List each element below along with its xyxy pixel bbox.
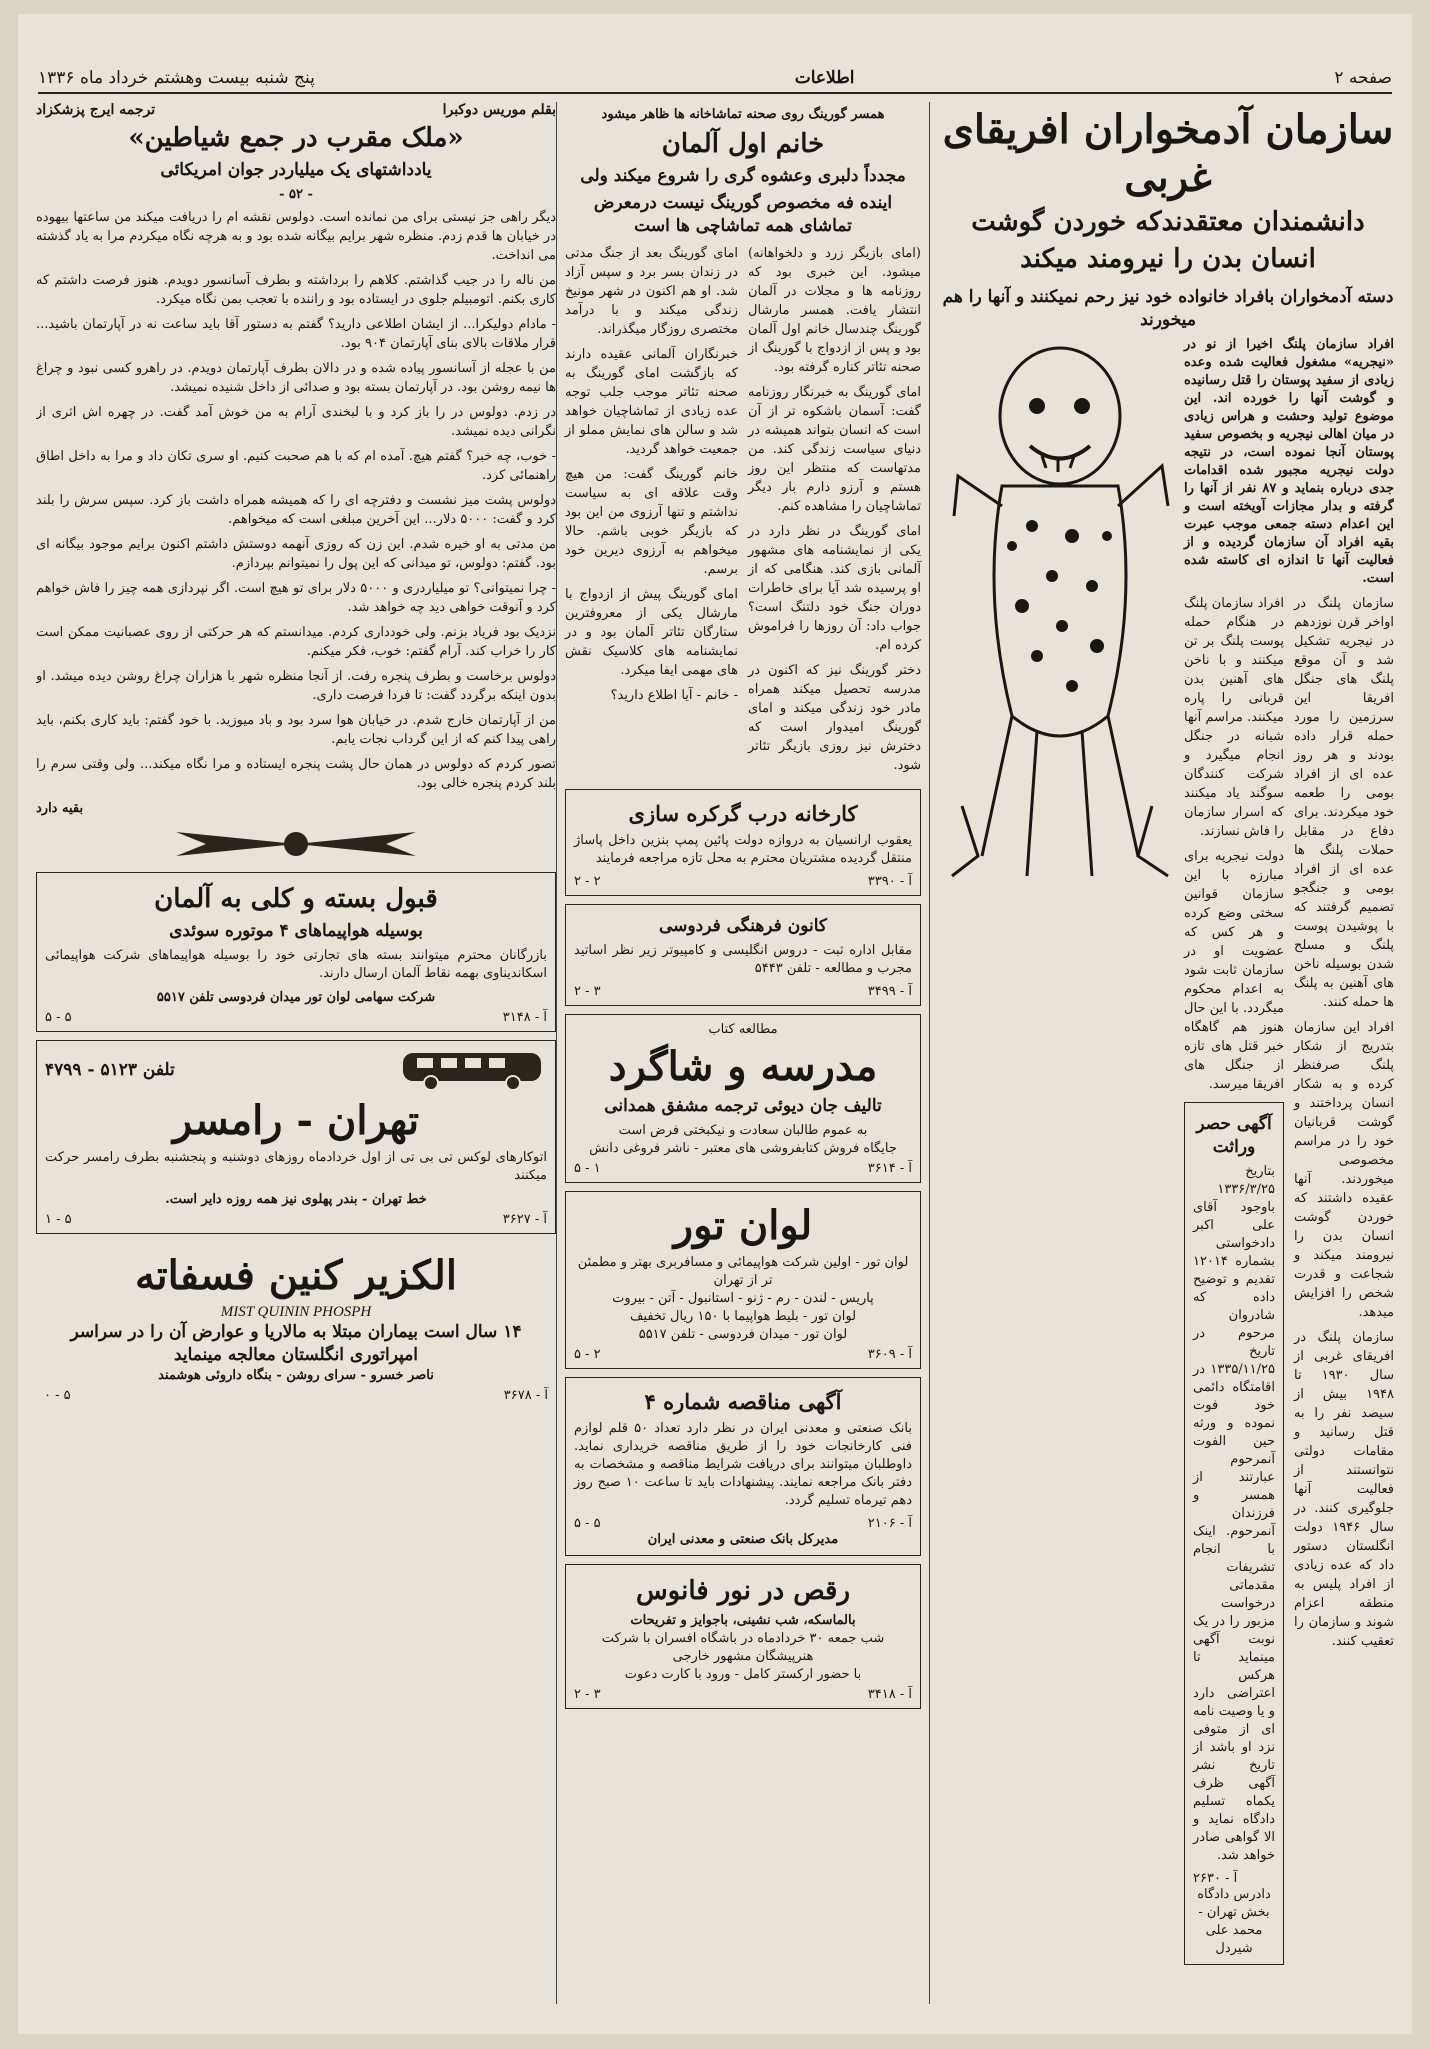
ad-book bbox=[565, 1014, 921, 1183]
ad-tender-title: آگهی مناقصه شماره ۴ bbox=[644, 1389, 842, 1414]
ad-shutter-title: کارخانه درب گرکره سازی bbox=[628, 801, 858, 826]
main-article bbox=[942, 102, 1394, 2004]
ad-parcel-text2: شرکت سهامی لوان تور میدان فردوسی تلفن ۵۵۱۷ bbox=[156, 990, 436, 1005]
ad-quinine-title: الکزیر کنین فسفاته bbox=[135, 1252, 457, 1299]
ad-bus-num: ۱ - ۵ bbox=[45, 1212, 72, 1227]
page-number: صفحه ۲ bbox=[1334, 68, 1392, 88]
ad-shutter-text: یعقوب ارانسیان به دروازه دولت پائین پمپ بنزین داخل پاساژ منتقل گردیده مشتریان محترم به محل تازه مراجعه فرمایند bbox=[574, 833, 912, 866]
leopard-man-illustration bbox=[942, 336, 1178, 896]
ad-lantern-text3: با حضور ارکستر کامل - ورود با کارت دعوت bbox=[624, 1667, 862, 1682]
main-body-3: سازمان پلنگ در افریقای غربی از سال ۱۹۳۰ تا ۱۹۴۸ بیش از سیصد نفر را به قتل رسانید و مقامات دولتی نتوانستند از فعالیت آنها جلوگیری کنند. در سال ۱۹۴۶ دولت انگلستان دستور داد که عده زیادی از افراد پلیس به منطقه اعزام شوند و سازمان را تعقیب کنند. bbox=[1294, 1330, 1394, 1649]
goring-kicker: همسر گورینگ روی صحنه تماشاخانه ها ظاهر میشود bbox=[601, 107, 885, 122]
ad-tender-code: آ - ۲۱۰۶ bbox=[867, 1516, 912, 1531]
ad-bus-ramsar bbox=[36, 1040, 556, 1234]
main-body-4: افراد سازمان پلنگ در هنگام حمله پوست پلنگ بر تن میکنند و با ناخن های آهنین بدن قربانی را پاره میکنند. مراسم آنها شبانه در جنگل انجام میگیرد و شرکت کنندگان سوگند یاد میکنند که اسرار سازمان را فاش نسازند. bbox=[1184, 596, 1284, 839]
ad-bus-title: تهران - رامسر bbox=[172, 1097, 420, 1144]
ad-parcel-sub: بوسیله هواپیماهای ۴ موتوره سوئدی bbox=[169, 921, 423, 941]
ad-tender-text: بانک صنعتی و معدنی ایران در نظر دارد تعداد ۵۰ قلم لوازم فنی کارخانجات خود را از طریق مناقصه خریداری نماید. داوطلبان میتوانند برای دریافت شرایط مناقصه و مشخصات به دفتر بانک مراجعه نمایند. پیشنهادات باید تا ساعت ۱۰ صبح روز دهم تیرماه تسلیم گردد. bbox=[574, 1421, 912, 1508]
main-lead: افراد سازمان پلنگ اخیرا از نو در «نیجریه» مشغول فعالیت شده وعده زیادی از سفید پوستان را قتل رسانیده و گوشت آنها را خورده اند. این موضوع تولید وحشت و هراس زیادی در میان اهالی نیجریه و بخصوص سفید پوستان آنجا نموده است، در نتیجه دولت نیجریه مجبور شده اقدامات جدی درباره بنماید و ۸۷ نفر از آنها را گرفته و بدار مجازات آویخته است و این اعدام دسته جمعی موجب عبرت بقیه افراد آن سازمان گردیده و از فعالیت آنها تا اندازه ای کاسته شده است. bbox=[1184, 337, 1394, 586]
masthead bbox=[38, 64, 1392, 94]
bus-icon bbox=[397, 1047, 547, 1093]
main-body-2: افراد این سازمان بتدریج از شکار پلنگ صرفنظر کرده و به شکار انسان پرداختند و گوشت قربانیان خود را در مراسم مخصوصی میخوردند. آنها عقیده داشتند که خوردن گوشت انسان بدن را نیرومند میکند و شجاعت و قدرت شخص را افزایش میدهد. bbox=[1294, 1020, 1394, 1320]
main-body bbox=[1184, 594, 1394, 1973]
serial-author: بقلم موریس دوکبرا bbox=[442, 102, 556, 118]
inheritance-notice-text: بتاریخ ۱۳۳۶/۳/۲۵ باوجود آقای علی اکبر دادخواستی بشماره ۱۲۰۱۴ تقدیم و توضیح داده که شادروان مرحوم در تاریخ ۱۳۳۵/۱۱/۲۵ در اقامتگاه دائمی خود فوت نموده و ورثه حین الفوت آنمرحوم عبارتند از همسر و فرزندان آنمرحوم. اینک با انجام تشریفات مقدماتی درخواست مزبور را در یک نوبت آگهی مینماید تا هرکس اعتراضی دارد و یا وصیت نامه ای از متوفی نزد او باشد از تاریخ نشر آگهی ظرف یکماه تسلیم دادگاه نماید و الا گواهی صادر خواهد شد. bbox=[1193, 1164, 1275, 1863]
airline-wings-icon bbox=[36, 824, 556, 864]
serial-p10: نزدیک بود فریاد بزنم. ولی خودداری کردم. میدانستم که هر حرکتی از روی عصبانیت ممکن است کار را خراب کند. آرام گفتم: خوب، فکر میکنم. bbox=[36, 625, 556, 659]
ad-lantern-num: ۲ - ۳ bbox=[574, 1687, 601, 1702]
inheritance-notice bbox=[1184, 1102, 1284, 1965]
serial-p3: - مادام دولیکرا... از ایشان اطلاعی دارید؟ گفتم به دستور آقا باید ساعت نه در آپارتمان باشید... قرار ملاقات بالای بنای آپارتمان ۹۰۴ بود. bbox=[36, 317, 556, 351]
goring-deck-1: مجدداً دلبری وعشوه گری را شروع میکند ولی bbox=[580, 166, 906, 186]
ad-bus-phone: تلفن ۵۱۲۳ - ۴۷۹۹ bbox=[45, 1059, 175, 1080]
ad-lantern-code: آ - ۳۴۱۸ bbox=[867, 1687, 912, 1702]
ad-book-code: آ - ۳۶۱۴ bbox=[867, 1161, 912, 1176]
goring-body bbox=[565, 244, 921, 781]
ad-levan-tour bbox=[565, 1191, 921, 1369]
ad-quinine-latin: MIST QUININ PHOSPH bbox=[220, 1304, 372, 1320]
ad-ferdowsi-title: کانون فرهنگی فردوسی bbox=[659, 916, 827, 936]
serial-p5: در زدم. دولوس در را باز کرد و با لبخندی آرام به من خوش آمد گفت. در چهره اش اثری از نگرانی دیده نمیشد. bbox=[36, 405, 556, 439]
serial-p11: دولوس برخاست و بطرف پنجره رفت. از آنجا منظره شهر با هزاران چراغ روشن دیده میشد. او بدون اینکه برگردد گفت: تا فردا فرصت داری. bbox=[36, 669, 556, 703]
ad-ferdowsi-num: ۲ - ۳ bbox=[574, 984, 601, 999]
serial-episode: - ۵۲ - bbox=[279, 187, 313, 202]
goring-p4: دختر گورینگ نیز که اکنون در مدرسه تحصیل میکند همراه مادر خود زندگی میکند و امای گورینگ امیدوار است که دخترش نیز روزی بازیگر تئاتر شود. bbox=[748, 663, 921, 773]
ad-quinine-text2: ناصر خسرو - سرای روشن - بنگاه داروئی هوشمند bbox=[158, 1368, 434, 1383]
main-subtitle-2: انسان بدن را نیرومند میکند bbox=[1020, 244, 1316, 274]
ad-quinine-code: آ - ۳۶۷۸ bbox=[503, 1388, 548, 1403]
ad-quinine bbox=[36, 1242, 556, 1409]
issue-date: پنج شنبه بیست وهشتم خرداد ماه ۱۳۳۶ bbox=[38, 68, 315, 88]
ad-shutter-code: آ - ۳۳۹۰ bbox=[867, 874, 912, 889]
serial-p7: دولوس پشت میز نشست و دفترچه ای را که همیشه همراه داشت باز کرد. سپس سرش را بلند کرد و گفت: ۵۰۰۰ دلار... این آخرین مبلغی است که میخواهم. bbox=[36, 493, 556, 527]
main-body-5: دولت نیجریه برای مبارزه با این سازمان قوانین سختی وضع کرده و هر کس که عضویت او در سازمان ثابت شود به اعدام محکوم میگردد. با این حال هنوز هم گاهگاه خبر قتل های تازه از جنگل های افریقا میرسد. bbox=[1184, 849, 1284, 1092]
ad-levan-text: لوان تور - اولین شرکت هواپیمائی و مسافربری بهتر و مطمئن تر از تهران bbox=[577, 1255, 909, 1288]
ad-book-text3: جایگاه فروش کتابفروشی های معتبر - ناشر فروغی دانش bbox=[589, 1141, 897, 1156]
goring-p2: امای گورینگ به خبرنگار روزنامه گفت: آسمان باشکوه تر از آن است که انسان بتواند همیشه در دنیای سیاست زندگی کند. من مدتهاست که منتظر این روز هستم و آرزو دارم بار دیگر تماشاچیان را مشاهده کنم. bbox=[748, 385, 921, 514]
ad-parcel-title: قبول بسته و کلی به آلمان bbox=[154, 884, 438, 914]
goring-p3: امای گورینگ در نظر دارد در یکی از نمایشنامه های مشهور آلمانی بازی کند. هنگامی که از او پرسیده شد آیا برای خاطرات دوران جنگ خود دلتنگ است؟ جواب داد: آن روزها را فراموش کرده ام. bbox=[748, 524, 921, 653]
serial-translator: ترجمه ایرج پزشکزاد bbox=[36, 102, 156, 118]
ad-levan-text2: پاریس - لندن - رم - ژنو - استانبول - آتن - بیروت bbox=[612, 1291, 874, 1306]
newspaper-page bbox=[18, 14, 1412, 2034]
serial-continued: بقیه دارد bbox=[36, 801, 84, 816]
ad-shutter-num: ۲ - ۲ bbox=[574, 874, 601, 889]
ad-levan-num: ۵ - ۲ bbox=[574, 1347, 601, 1362]
inheritance-notice-office: دادرس دادگاه بخش تهران - محمد علی شیردل bbox=[1197, 1887, 1271, 1956]
ad-book-title: مدرسه و شاگرد bbox=[608, 1043, 878, 1090]
goring-signature: - خانم - آیا اطلاع دارید؟ bbox=[610, 688, 738, 703]
serial-p2: من ناله را در جیب گذاشتم. کلاهم را برداشته و بطرف آسانسور دویدم. هنوز فرصت داشتم که کاری بکنم. اتومبیلم جلوی در ایستاده بود و راننده با تعجب بمن نگاه میکرد. bbox=[36, 273, 556, 307]
serial-p12: من از آپارتمان خارج شدم. در خیابان هوا سرد بود و باد میوزید. با خود گفتم: باید کاری بکنم، باید راهی پیدا کنم که از این گرداب نجات یابم. bbox=[36, 713, 556, 747]
paper-name: اطلاعات bbox=[794, 68, 855, 88]
inheritance-notice-code: آ - ۲۶۳۰ bbox=[1193, 1871, 1238, 1886]
ad-levan-text4: لوان تور - میدان فردوسی - تلفن ۵۵۱۷ bbox=[638, 1327, 848, 1342]
ad-quinine-text: ۱۴ سال است بیماران مبتلا به مالاریا و عوارض آن را در سراسر امپراتوری انگلستان معالجه مینماید bbox=[70, 1322, 522, 1365]
ad-parcel-text: بازرگانان محترم میتوانند بسته های تجارتی خود را بوسیله هواپیماهای شرکت هواپیمائی اسکاندیناوی بهمه نقاط آلمان ارسال دارند. bbox=[45, 948, 547, 981]
main-headline: سازمان آدمخواران افریقای غربی bbox=[942, 106, 1394, 201]
serial-subtitle: یادداشتهای یک میلیاردر جوان امریکائی bbox=[160, 160, 432, 180]
goring-p8: امای گورینگ پیش از ازدواج با مارشال یکی از معروفترین ستارگان تئاتر آلمان بود و در نمایشنامه های کلاسیک نقش های مهمی ایفا میکرد. bbox=[565, 587, 738, 678]
ad-parcel-germany bbox=[36, 872, 556, 1032]
goring-p5: امای گورینگ بعد از جنگ مدتی در زندان بسر برد و سپس آزاد شد. او هم اکنون در شهر مونیخ زندگی میکند و با درآمد مختصری روزگار میگذراند. bbox=[565, 246, 738, 337]
ad-book-num: ۵ - ۱ bbox=[574, 1161, 601, 1176]
goring-headline: خانم اول آلمان bbox=[661, 129, 825, 159]
serial-p8: من مدتی به او خیره شدم. این زن که روزی آنهمه دوستش داشتم اکنون برایم موجود بیگانه ای بود. گفتم: دولوس، تو میدانی که این پول را نمیتوانم بپردازم. bbox=[36, 537, 556, 571]
ad-ferdowsi-center bbox=[565, 904, 921, 1006]
ad-lantern-text: بالماسکه، شب نشینی، باجوایز و تفریحات bbox=[630, 1613, 856, 1628]
ad-levan-title: لوان تور bbox=[673, 1202, 813, 1249]
ad-levan-code: آ - ۳۶۰۹ bbox=[867, 1347, 912, 1362]
ad-book-kicker: مطالعه کتاب bbox=[708, 1022, 778, 1037]
ad-levan-text3: لوان تور - بلیط هواپیما با ۱۵۰ ریال تخفیف bbox=[629, 1309, 857, 1324]
goring-deck-2: اینده فه مخصوص گورینگ نیست درمعرض تماشای همه تماشاچی ها است bbox=[593, 193, 893, 236]
ad-quinine-num: ۰ - ۵ bbox=[44, 1388, 71, 1403]
ad-book-author: تالیف جان دیوئی ترجمه مشفق همدانی bbox=[604, 1096, 882, 1116]
ad-tender bbox=[565, 1377, 921, 1556]
ad-parcel-num: ۵ - ۵ bbox=[45, 1010, 72, 1025]
left-column bbox=[36, 102, 556, 2004]
ad-parcel-code: آ - ۳۱۴۸ bbox=[502, 1010, 547, 1025]
main-subtitle-1: دانشمندان معتقدندکه خوردن گوشت bbox=[971, 207, 1365, 237]
middle-column bbox=[556, 102, 930, 2004]
ad-bus-code: آ - ۳۶۲۷ bbox=[502, 1212, 547, 1227]
ad-bus-text: اتوکارهای لوکس تی بی تی از اول خردادماه روزهای دوشنبه و پنجشنبه بطرف رامسر حرکت میکنند bbox=[45, 1150, 547, 1183]
ad-shutter-factory bbox=[565, 789, 921, 896]
ad-lantern-title: رقص در نور فانوس bbox=[635, 1576, 851, 1606]
goring-p7: خانم گورینگ گفت: من هیچ وقت علاقه ای به سیاست نداشتم و تنها آرزوی من این بود که بازیگر خوبی باشم. حالا میخواهم به آرزوی دیرین خود برسم. bbox=[565, 467, 738, 577]
ad-ferdowsi-text: مقابل اداره ثبت - دروس انگلیسی و کامپیوتر زیر نظر اساتید مجرب و مطالعه - تلفن ۵۴۴۳ bbox=[574, 943, 912, 976]
ad-lantern-text2: شب جمعه ۳۰ خردادماه در باشگاه افسران با شرکت هنرپیشگان مشهور خارجی bbox=[601, 1631, 885, 1664]
main-subtitle-3: دسته آدمخواران بافراد خانواده خود نیز رحم نمیکنند و آنها را هم میخورند bbox=[942, 287, 1394, 330]
ad-book-text2: به عموم طالبان سعادت و نیکبختی فرض است bbox=[618, 1123, 868, 1138]
ad-tender-office: مدیرکل بانک صنعتی و معدنی ایران bbox=[647, 1532, 839, 1547]
ad-lantern-dance bbox=[565, 1564, 921, 1709]
serial-p4: من با عجله از آسانسور پیاده شده و در دالان بطرف آپارتمان دویدم. در راهرو کسی نبود و چراغ ها نیمه روشن بود. در آپارتمان بسته بود و صدائی از داخل شنیده نمیشد. bbox=[36, 361, 556, 395]
serial-title: «ملک مقرب در جمع شیاطین» bbox=[128, 123, 464, 153]
goring-p6: خبرنگاران آلمانی عقیده دارند که بازگشت امای گورینگ به صحنه تئاتر موجب جلب توجه عده زیادی از تماشاچیان خواهد شد و سالن های نمایش مملو از جمعیت خواهد گردید. bbox=[565, 347, 738, 457]
serial-p6: - خوب، چه خبر؟ گفتم هیچ. آمده ام که با هم صحبت کنیم. او سری تکان داد و مرا به داخل اطاق راهنمائی کرد. bbox=[36, 449, 556, 483]
serial-p9: - چرا نمیتوانی؟ تو میلیاردری و ۵۰۰۰ دلار برای تو هیچ است. اگر نپردازی همه چیز را فاش خواهم کرد و آنوقت خواهی دید چه خواهد شد. bbox=[36, 581, 556, 615]
serial-p1: دیگر راهی جز نیستی برای من نمانده است. دولوس نقشه ام را دریافت میکند من ساعتها بیهوده در خیابان ها قدم زدم. منظره شهر برایم بیگانه شده بود و به هرچه نگاه میکردم مرا به یاد گذشته می انداخت. bbox=[36, 210, 556, 263]
main-body-1: سازمان پلنگ در اواخر قرن نوزدهم در نیجریه تشکیل شد و آن موقع پلنگ های جنگل افریقا این سرزمین را مورد حمله قرار داده بودند و هر روز عده ای از افراد بومی را طعمه خود میکردند. برای دفاع در مقابل حملات پلنگ ها عده ای از افراد بومی و جنگجو تصمیم گرفتند که با پوشیدن پوست پلنگ و مسلح شدن بوسیله ناخن های آهنین به پلنگ ها حمله کنند. bbox=[1294, 596, 1394, 1010]
serial-p13: تصور کردم که دولوس در همان حال پشت پنجره ایستاده و مرا نگاه میکند... ولی وقتی سرم را بلند کردم پنجره خالی بود. bbox=[36, 757, 556, 791]
ad-ferdowsi-code: آ - ۳۴۹۹ bbox=[867, 984, 912, 999]
inheritance-notice-title: آگهی حصر وراثت bbox=[1196, 1114, 1272, 1157]
ad-tender-num: ۵ - ۵ bbox=[574, 1516, 601, 1531]
ad-bus-text2: خط تهران - بندر پهلوی نیز همه روزه دایر است. bbox=[165, 1192, 427, 1207]
goring-p1: (امای بازیگر زرد و دلخواهانه) میشود. این خبری بود که روزنامه ها و مجلات در آلمان انتشار یافت. همسر مارشال گورینگ چندسال خانم اول آلمان بود و پس از ازدواج با گورینگ از صحنه تئاتر کناره گرفته بود. bbox=[748, 246, 921, 375]
